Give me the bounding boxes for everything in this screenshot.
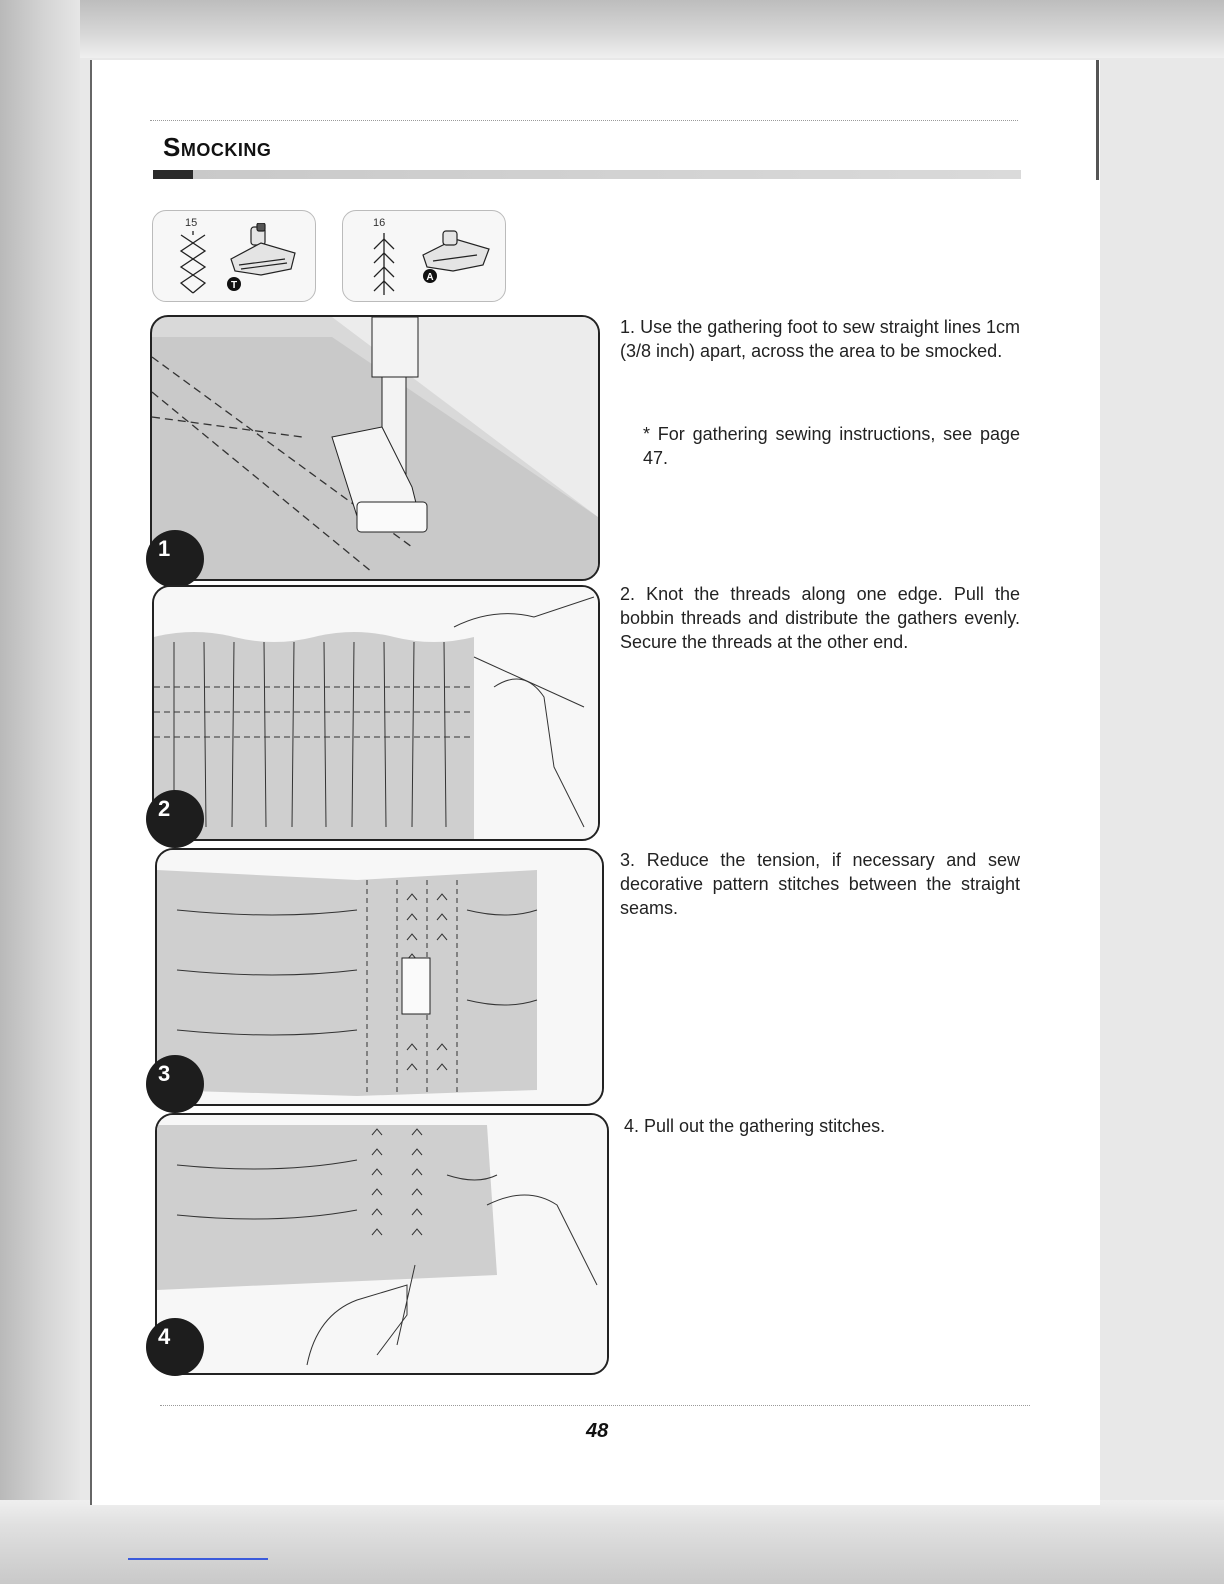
page-title: Smocking bbox=[163, 132, 272, 162]
viewer-link-underline bbox=[128, 1558, 268, 1560]
step-illustration-2 bbox=[152, 585, 600, 841]
step-illustration-4 bbox=[155, 1113, 609, 1375]
gathered-fabric-illustration bbox=[154, 587, 598, 839]
pull-gathering-stitches-illustration bbox=[157, 1115, 607, 1373]
header-rule bbox=[150, 120, 1018, 121]
scan-shadow-bottom bbox=[0, 1500, 1224, 1584]
stitch-pattern-card-16 bbox=[342, 210, 506, 302]
decorative-stitching-illustration bbox=[157, 850, 602, 1104]
foot-letter-icon bbox=[421, 267, 439, 285]
stitch-number: 16 bbox=[373, 217, 386, 229]
foot-letter: T bbox=[230, 280, 238, 291]
step-text-4: 4. Pull out the gathering stitches. bbox=[624, 1116, 886, 1136]
foot-letter: A bbox=[426, 272, 434, 283]
presser-foot-icon bbox=[221, 223, 303, 283]
diamond-stitch-icon bbox=[173, 231, 213, 297]
footer-rule bbox=[160, 1405, 1030, 1406]
step-badge-1: 1 bbox=[146, 530, 204, 588]
step-text-1: 1. Use the gathering foot to sew straight lines 1cm (3/8 inch) apart, across the area to be smocked. bbox=[620, 317, 1020, 361]
foot-letter-icon bbox=[225, 275, 243, 293]
arrow-stitch-icon bbox=[369, 231, 399, 297]
scan-shadow-top bbox=[0, 0, 1224, 58]
step-badge-3: 3 bbox=[146, 1055, 204, 1113]
scan-shadow-left bbox=[0, 0, 80, 1584]
step-illustration-1 bbox=[150, 315, 600, 581]
step-note: * For gathering sewing instructions, see page 47. bbox=[643, 424, 1020, 468]
sewing-straight-lines-illustration bbox=[152, 317, 598, 579]
page-edge bbox=[1096, 60, 1099, 180]
step-badge-4: 4 bbox=[146, 1318, 204, 1376]
step-text-2: 2. Knot the threads along one edge. Pull the bobbin threads and distribute the gathers evenly. Secure the threads at the other end. bbox=[620, 584, 1020, 652]
step-text-3: 3. Reduce the tension, if necessary and sew decorative pattern stitches between the straight seams. bbox=[620, 850, 1020, 918]
title-underline-bar bbox=[153, 170, 1021, 179]
stitch-number: 15 bbox=[185, 217, 198, 229]
step-badge-2: 2 bbox=[146, 790, 204, 848]
page-edge bbox=[90, 60, 92, 1505]
step-illustration-3 bbox=[155, 848, 604, 1106]
page-number: 48 bbox=[586, 1420, 609, 1442]
stitch-pattern-card-15 bbox=[152, 210, 316, 302]
